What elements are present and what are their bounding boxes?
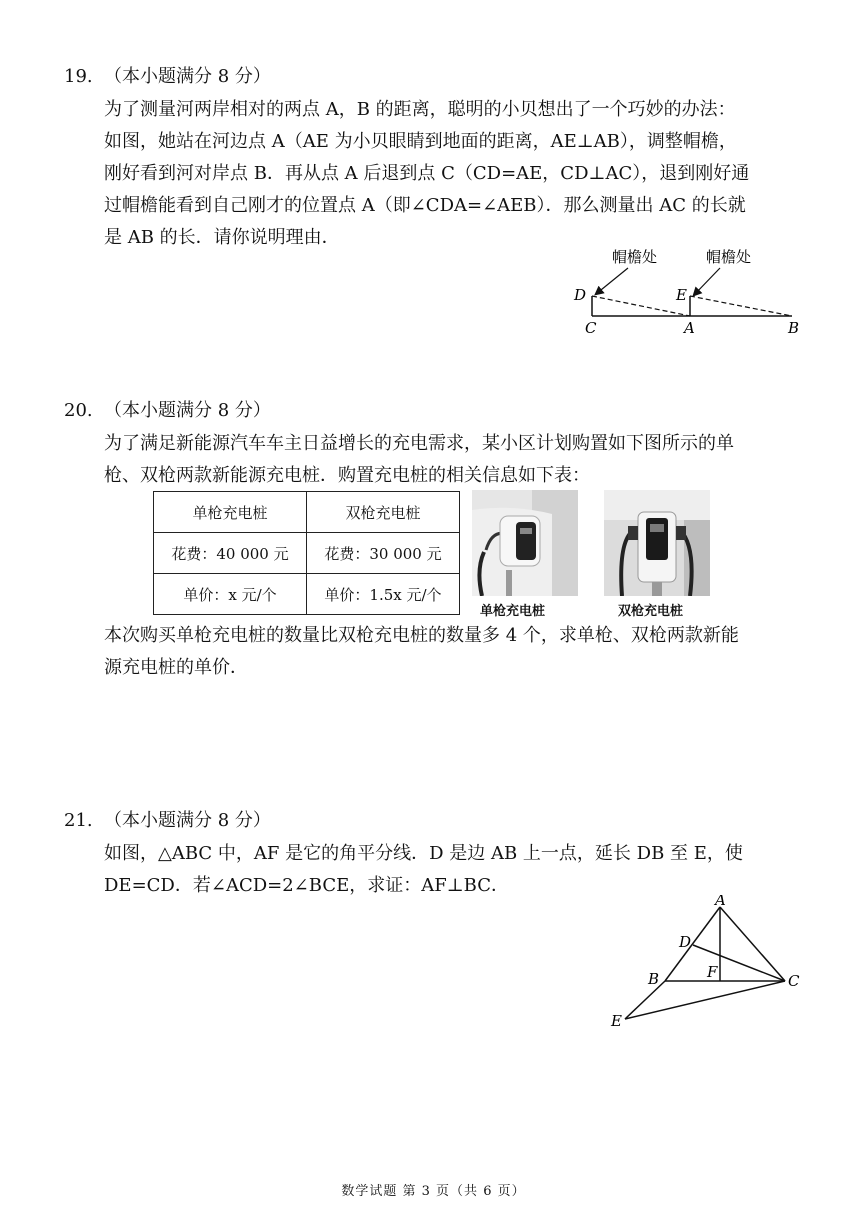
label-brim-1: 帽檐处 (612, 248, 658, 266)
text-line: 如图，她站在河边点 A（AE 为小贝眼睛到地面的距离，AE⊥AB），调整帽檐， (104, 131, 737, 152)
question-20-body-after (104, 620, 804, 684)
text-line: 枪、双枪两款新能源充电桩．购置充电桩的相关信息如下表： (104, 465, 590, 486)
question-number: 21. (64, 810, 93, 831)
text-line: 是 AB 的长．请你说明理由． (104, 227, 340, 248)
text-line: 过帽檐能看到自己刚才的位置点 A（即∠CDA=∠AEB）．那么测量出 AC 的长就 (104, 195, 746, 216)
text-line: 源充电桩的单价． (104, 657, 248, 678)
price-table (153, 491, 460, 615)
point-D-label: D (574, 286, 587, 304)
segment-AC (720, 907, 785, 981)
point-B-label: B (788, 319, 800, 337)
text-line: 如图，△ABC 中，AF 是它的角平分线．D 是边 AB 上一点，延长 DB 至 E，使 (104, 843, 743, 864)
question-number: 20. (64, 400, 93, 421)
q19-figure (560, 240, 810, 340)
table-cell: 单价：x 元/个 (154, 574, 307, 615)
text-line: DE=CD．若∠ACD=2∠BCE，求证：AF⊥BC． (104, 875, 509, 896)
text-line: 本次购买单枪充电桩的数量比双枪充电桩的数量多 4 个，求单枪、双枪两款新能 (104, 625, 739, 646)
double-charger-photo (604, 490, 710, 596)
page-footer: 数学试题 第 3 页（共 6 页） (341, 1184, 526, 1199)
q21-figure (605, 895, 810, 1030)
question-19 (64, 62, 804, 254)
table-cell: 花费：40 000 元 (154, 533, 307, 574)
point-C-label: C (788, 972, 800, 990)
text-line: 刚好看到河对岸点 B．再从点 A 后退到点 C（CD=AE，CD⊥AC），退到刚好通 (104, 163, 750, 184)
label-brim-2: 帽檐处 (706, 248, 752, 266)
table-row (154, 533, 460, 574)
point-F-label: F (707, 963, 718, 981)
question-21 (64, 806, 804, 902)
point-A-label: A (684, 319, 695, 337)
text-line: 为了满足新能源汽车车主日益增长的充电需求，某小区计划购置如下图所示的单 (104, 433, 734, 454)
question-number: 19. (64, 66, 93, 87)
table-row (154, 492, 460, 533)
question-score: （本小题满分 8 分） (104, 400, 271, 421)
question-score: （本小题满分 8 分） (104, 66, 271, 87)
question-19-body (104, 94, 804, 254)
point-E-label: E (611, 1012, 622, 1030)
question-19-header (64, 62, 804, 92)
table-row (154, 574, 460, 615)
photo-caption-single: 单枪充电桩 (480, 604, 546, 619)
question-score: （本小题满分 8 分） (104, 810, 271, 831)
point-D-label: D (679, 933, 692, 951)
photo-caption-double: 双枪充电桩 (618, 604, 684, 619)
question-21-body (104, 838, 804, 902)
point-C-label: C (585, 319, 597, 337)
point-A-label: A (715, 895, 726, 909)
question-20 (64, 396, 804, 492)
point-E-label: E (676, 286, 687, 304)
sight-line-EB (690, 296, 792, 316)
point-B-label: B (648, 970, 660, 988)
table-header-single: 单枪充电桩 (154, 492, 307, 533)
question-21-header (64, 806, 804, 836)
question-20-body (104, 428, 804, 492)
arrow-brim-1 (596, 268, 628, 294)
question-20-header (64, 396, 804, 426)
single-charger-photo (472, 490, 578, 596)
text-line: 为了测量河两岸相对的两点 A，B 的距离，聪明的小贝想出了一个巧妙的办法： (104, 99, 736, 120)
arrow-brim-2 (694, 268, 720, 295)
table-header-double: 双枪充电桩 (307, 492, 460, 533)
table-cell: 花费：30 000 元 (307, 533, 460, 574)
table-cell: 单价：1.5x 元/个 (307, 574, 460, 615)
